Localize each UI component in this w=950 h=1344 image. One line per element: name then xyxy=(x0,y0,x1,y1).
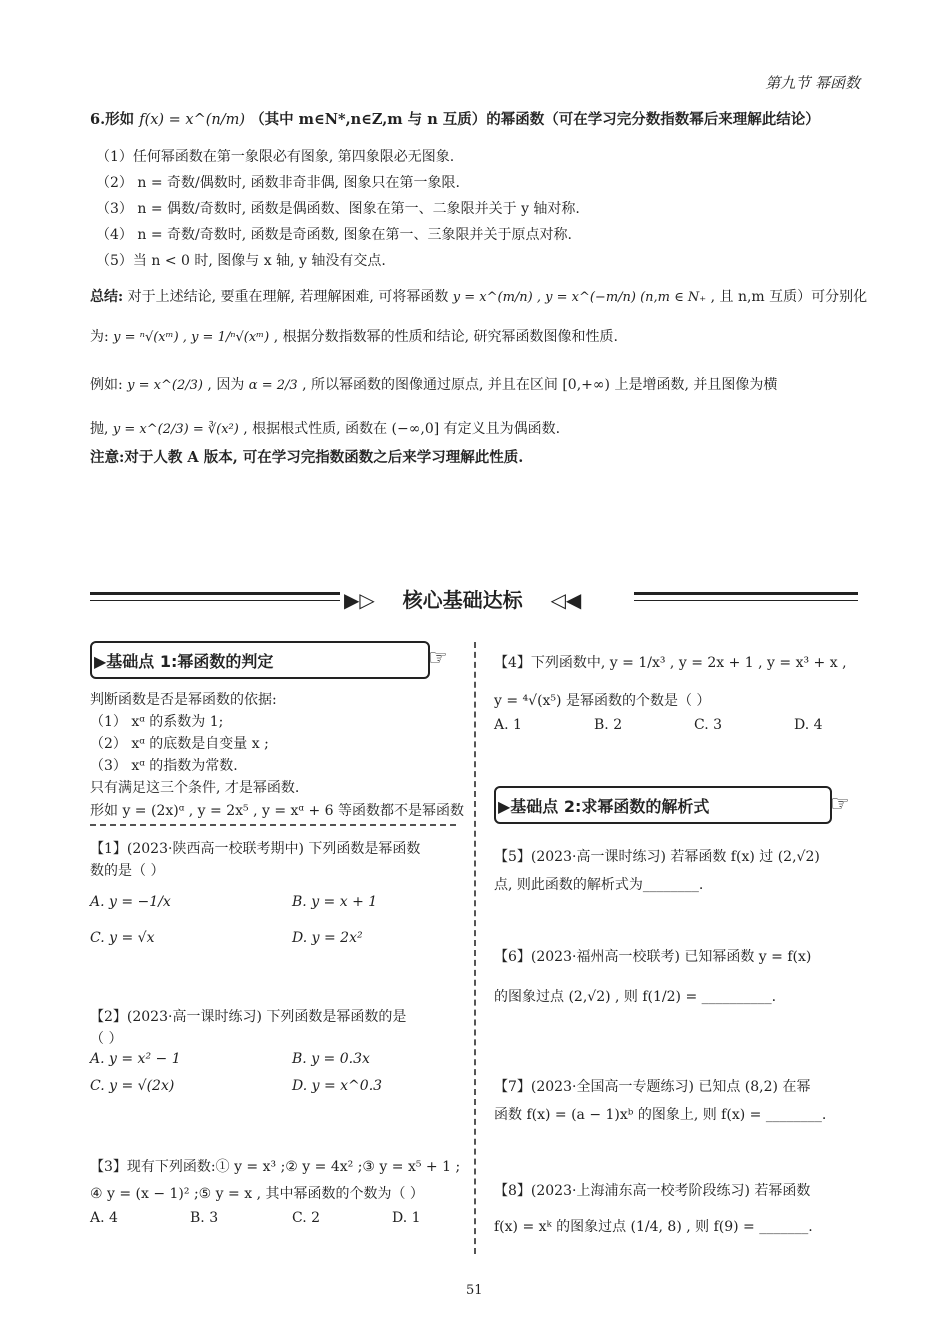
point6-num: 6.形如 xyxy=(90,111,135,128)
basic-point-2-box xyxy=(494,786,832,824)
point6-formula: f(x) = x^(n/m) xyxy=(139,112,246,128)
section-arrows-left: ▶▷ xyxy=(344,588,375,612)
criteria-intro: 判断函数是否是幂函数的依据: xyxy=(90,692,277,708)
q7-stem: 【7】(2023·全国高一专题练习) 已知点 (8,2) 在幂 xyxy=(494,1079,811,1095)
q2-stem-cont: （ ） xyxy=(90,1031,123,1047)
q2-option-c[interactable]: C. y = √(2x) xyxy=(90,1078,175,1094)
example-text2: , 所以幂函数的图像通过原点, 并且在区间 [0,+∞) 上是增函数, 并且图像为横 xyxy=(302,377,778,393)
example-text4: , 根据根式性质, 函数在 (−∞,0] 有定义且为偶函数. xyxy=(243,421,561,437)
q5-stem-cont: 点, 则此函数的解析式为________. xyxy=(494,877,704,893)
example-line1 xyxy=(90,374,777,394)
q4-stem-cont: y = ⁴√(x⁵) 是幂函数的个数是（ ） xyxy=(494,693,711,709)
q1-stem: 【1】(2023·陕西高一校联考期中) 下列函数是幂函数 xyxy=(90,841,421,857)
q2-option-a[interactable]: A. y = x² − 1 xyxy=(90,1051,181,1067)
criteria-counter: 形如 y = (2x)ᵅ , y = 2x⁵ , y = xᵅ + 6 等函数都不是幂函数 xyxy=(90,803,464,819)
chapter-header: 第九节 幂函数 xyxy=(765,74,860,92)
q2-option-d[interactable]: D. y = x^0.3 xyxy=(292,1078,383,1094)
summary-line2 xyxy=(90,326,618,346)
page-number: 51 xyxy=(466,1283,483,1298)
example-text1: , 因为 xyxy=(207,377,245,393)
q6-stem-cont: 的图象过点 (2,√2) , 则 f(1/2) = __________. xyxy=(494,989,777,1005)
example-line2 xyxy=(90,418,560,438)
criteria-only-if: 只有满足这三个条件, 才是幂函数. xyxy=(90,780,300,796)
note: 注意:对于人教 A 版本, 可在学习完指数函数之后来学习理解此性质. xyxy=(90,449,524,466)
summary-label: 总结: xyxy=(90,289,124,305)
q1-option-c[interactable]: C. y = √x xyxy=(90,930,155,946)
q1-option-b[interactable]: B. y = x + 1 xyxy=(292,894,378,910)
q3-option-a[interactable]: A. 4 xyxy=(90,1210,118,1226)
column-divider xyxy=(474,642,476,1254)
example-formula2: α = 2/3 xyxy=(248,378,298,393)
example-formula1: y = x^(2/3) xyxy=(127,378,203,393)
summary-text2: , 且 n,m 互质）可分别化 xyxy=(710,289,868,305)
summary-text3: , 根据分数指数幂的性质和结论, 研究幂函数图像和性质. xyxy=(273,329,618,345)
q4-option-d[interactable]: D. 4 xyxy=(794,717,823,733)
q1-option-a[interactable]: A. y = −1/x xyxy=(90,894,171,910)
q3-option-b[interactable]: B. 3 xyxy=(190,1210,219,1226)
point6-rest: （其中 m∈N*,n∈Z,m 与 n 互质）的幂函数（可在学习完分数指数幂后来理解此结论） xyxy=(250,111,820,128)
q3-option-c[interactable]: C. 2 xyxy=(292,1210,321,1226)
q1-option-d[interactable]: D. y = 2x² xyxy=(292,930,363,946)
summary-line1 xyxy=(90,286,867,306)
example-formula3: y = x^(2/3) = ∛(x²) xyxy=(112,422,239,437)
q4-option-c[interactable]: C. 3 xyxy=(694,717,723,733)
q2-stem: 【2】(2023·高一课时练习) 下列函数是幂函数的是 xyxy=(90,1009,407,1025)
section-arrows-right: ◁◀ xyxy=(550,588,582,612)
q8-stem: 【8】(2023·上海浦东高一校考阶段练习) 若幂函数 xyxy=(494,1183,811,1199)
q4-option-a[interactable]: A. 1 xyxy=(494,717,522,733)
section-rule-left xyxy=(90,592,340,595)
summary-text1: 对于上述结论, 要重在理解, 若理解困难, 可将幂函数 xyxy=(127,289,449,305)
point6-item: （1）任何幂函数在第一象限必有图象, 第四象限必无图象. xyxy=(96,149,455,165)
q8-stem-cont: f(x) = xᵏ 的图象过点 (1/4, 8) , 则 f(9) = _______. xyxy=(494,1219,813,1235)
criteria-item: （2） xᵅ 的底数是自变量 x ; xyxy=(90,736,269,752)
basic-point-1-box xyxy=(90,641,430,679)
section-rule-left-thin xyxy=(90,600,340,601)
q5-stem: 【5】(2023·高一课时练习) 若幂函数 f(x) 过 (2,√2) xyxy=(494,849,820,865)
summary-formula2: y = ⁿ√(xᵐ) , y = 1/ⁿ√(xᵐ) xyxy=(113,330,270,345)
section-rule-right-thin xyxy=(634,600,858,601)
point6-item: （4） n = 奇数/奇数时, 函数是奇函数, 图象在第一、三象限并关于原点对称. xyxy=(96,227,572,243)
criteria-item: （1） xᵅ 的系数为 1; xyxy=(90,714,224,730)
point6-title xyxy=(90,108,820,129)
summary-prefix: 为: xyxy=(90,329,109,345)
criteria-divider xyxy=(90,824,456,826)
q2-option-b[interactable]: B. y = 0.3x xyxy=(292,1051,370,1067)
q6-stem: 【6】(2023·福州高一校联考) 已知幂函数 y = f(x) xyxy=(494,949,812,965)
basic-point-1-title: ▶基础点 1:幂函数的判定 xyxy=(94,652,274,671)
point6-item: （5）当 n < 0 时, 图像与 x 轴, y 轴没有交点. xyxy=(96,253,386,269)
q1-stem-cont: 数的是（ ） xyxy=(90,863,165,879)
basic-point-2-title: ▶基础点 2:求幂函数的解析式 xyxy=(498,797,710,816)
section-heading xyxy=(344,584,581,613)
section-title: 核心基础达标 xyxy=(402,588,523,612)
point6-item: （3） n = 偶数/奇数时, 函数是偶函数、图象在第一、二象限并关于 y 轴对称. xyxy=(96,201,580,217)
q3-stem-cont: ④ y = (x − 1)² ;⑤ y = x , 其中幂函数的个数为（ ） xyxy=(90,1186,424,1202)
example-text3: 抛, xyxy=(90,421,109,437)
pointing-hand-icon: ☞ xyxy=(428,646,448,671)
section-rule-right xyxy=(634,592,858,595)
q3-stem: 【3】现有下列函数:① y = x³ ;② y = 4x² ;③ y = x⁵ + 1 ; xyxy=(90,1159,461,1175)
criteria-item: （3） xᵅ 的指数为常数. xyxy=(90,758,238,774)
q7-stem-cont: 函数 f(x) = (a − 1)xᵇ 的图象上, 则 f(x) = ________. xyxy=(494,1107,827,1123)
q4-option-b[interactable]: B. 2 xyxy=(594,717,623,733)
pointing-hand-icon: ☞ xyxy=(830,792,850,817)
summary-formula1: y = x^(m/n) , y = x^(−m/n) (n,m ∈ N₊ xyxy=(452,290,707,305)
q4-stem: 【4】下列函数中, y = 1/x³ , y = 2x + 1 , y = x³ + x , xyxy=(494,655,847,671)
q3-option-d[interactable]: D. 1 xyxy=(392,1210,421,1226)
point6-item: （2） n = 奇数/偶数时, 函数非奇非偶, 图象只在第一象限. xyxy=(96,175,460,191)
example-label: 例如: xyxy=(90,377,123,393)
